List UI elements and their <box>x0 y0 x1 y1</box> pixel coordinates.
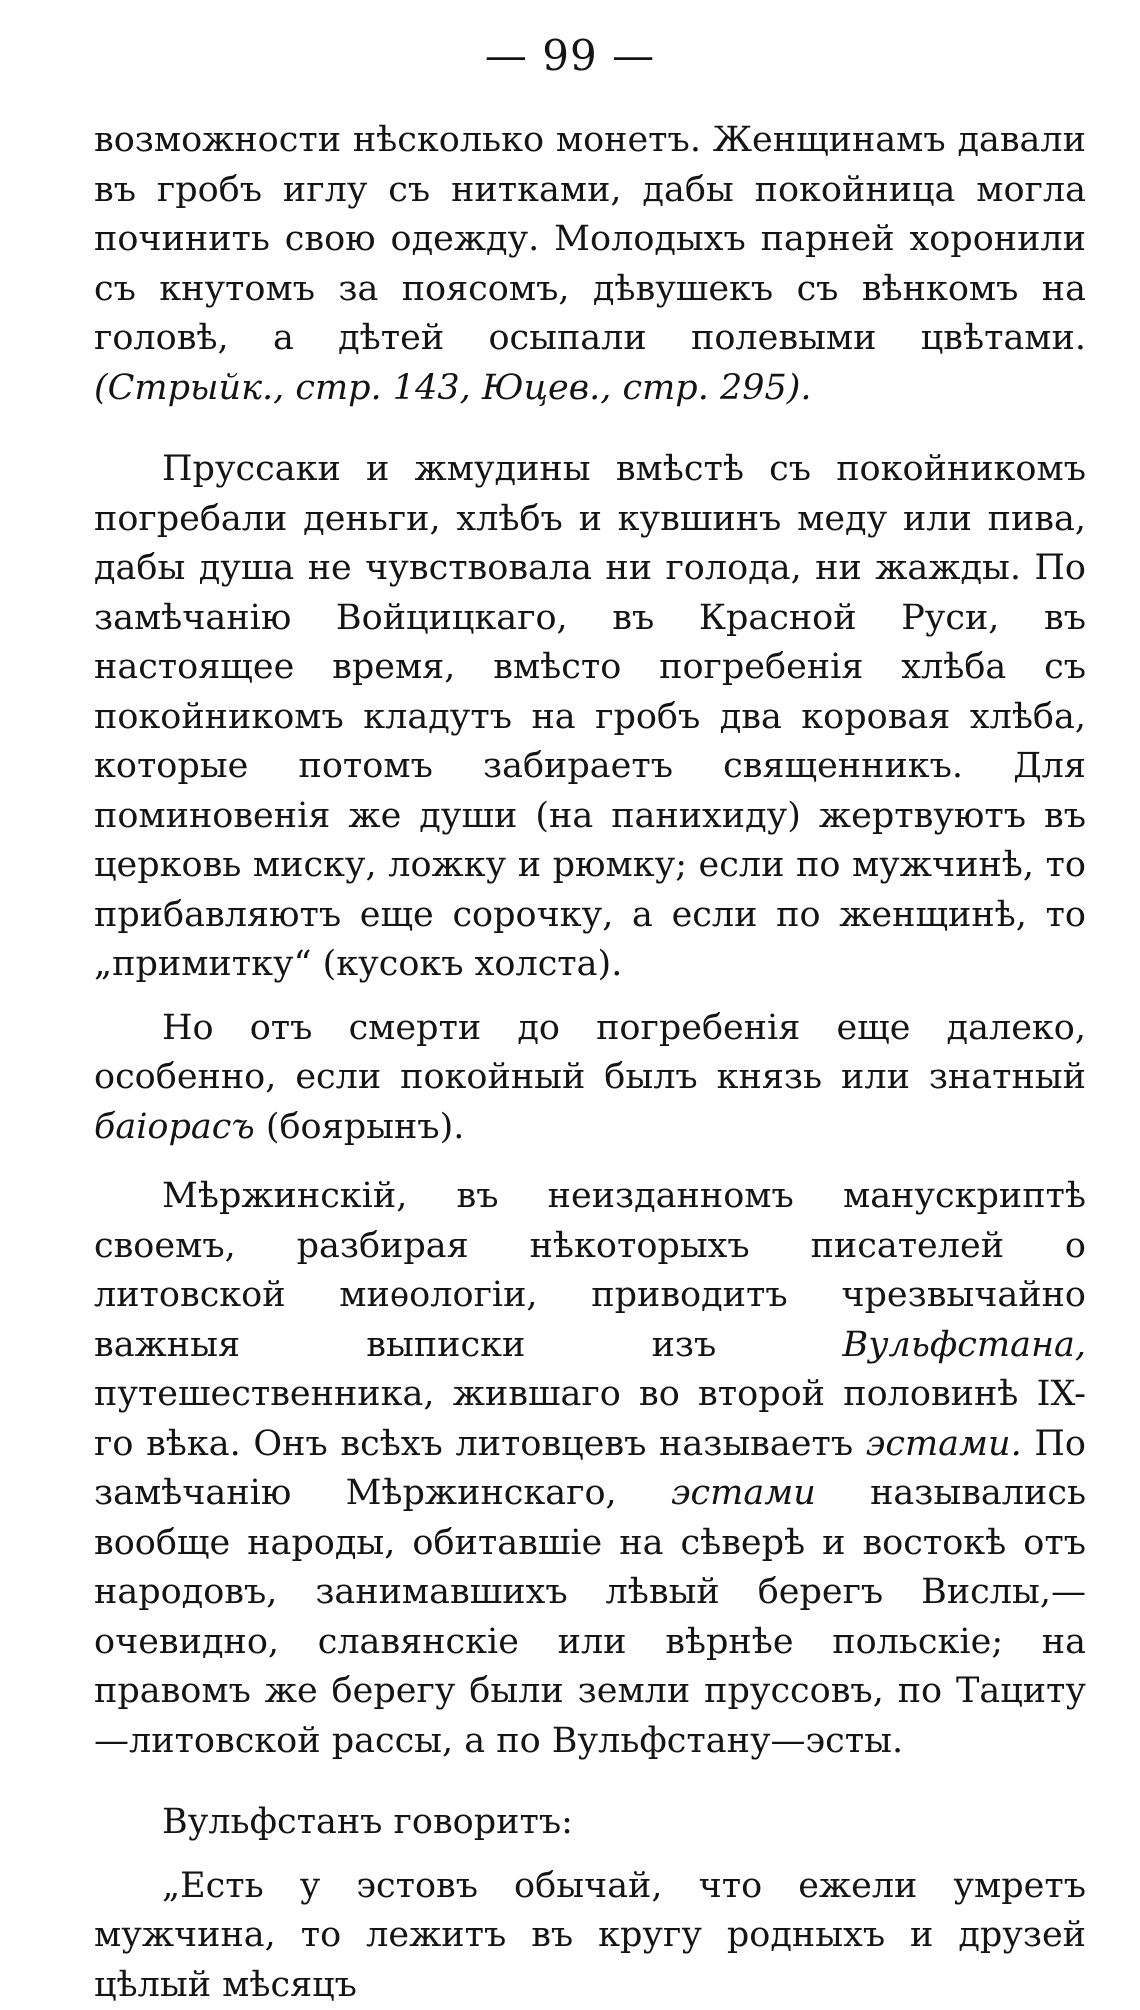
paragraph-1-citation: (Стрыйк., стр. 143, Юцев., стр. 295). <box>94 368 812 408</box>
paragraph-4-name-wulfstan: Вульфстана, <box>843 1325 1086 1365</box>
paragraph-4 <box>94 1172 1086 1766</box>
paragraph-4-term-estami-1: эстами. <box>866 1424 1022 1464</box>
paragraph-6 <box>94 1862 1086 2010</box>
paragraph-4-text-c: По замѣчанію Мѣржинскаго, <box>94 1424 1086 1514</box>
paragraph-3-text-a: Но отъ смерти до погребенія еще далеко, особенно, если покойный былъ князь или знатный <box>94 1008 1086 1098</box>
paragraph-4-text-b: путешественника, жившаго во второй половинѣ IX-го вѣка. Онъ всѣхъ литовцевъ называетъ <box>94 1374 1086 1464</box>
paragraph-2-text: Пруссаки и жмудины вмѣстѣ съ покойникомъ погребали деньги, хлѣбъ и кувшинъ меду или пива, дабы душа не чувствовала ни голода, ни жажды. По замѣчанію Войцицкаго, въ Красной Руси, въ настоящее время, вмѣсто погребенія хлѣба съ покойникомъ кладутъ на гробъ два коровая хлѣба, которые потомъ забираетъ священникъ. Для поминовенія же души (на панихиду) жертвуютъ въ церковь миску, ложку и рюмку; если по мужчинѣ, то прибавляютъ еще сорочку, а если по женщинѣ, то „примитку“ (кусокъ холста). <box>94 449 1086 984</box>
page-number: — 99 — <box>0 26 1140 86</box>
paragraph-3 <box>94 1004 1086 1153</box>
paragraph-4-text-d: назывались вообще народы, обитавшіе на сѣверѣ и востокѣ отъ народовъ, занимавшихъ лѣвый берегъ Вислы,—очевидно, славянскіе или вѣрнѣе польскіе; на правомъ же берегу были земли пруссовъ, по Тациту—литовской рассы, а по Вульфстану—эсты. <box>94 1473 1086 1761</box>
page-text <box>94 116 1086 2010</box>
paragraph-3-term-baiorasa: баіорасъ <box>94 1107 255 1147</box>
paragraph-1-text: возможности нѣсколько монетъ. Женщинамъ давали въ гробъ иглу съ нитками, дабы покойница могла починить свою одежду. Молодыхъ парней хоронили съ кнутомъ за поясомъ, дѣвушекъ съ вѣнкомъ на головѣ, а дѣтей осыпали полевыми цвѣтами. <box>94 120 1086 358</box>
paragraph-4-text-a: Мѣржинскій, въ неизданномъ манускриптѣ своемъ, разбирая нѣкоторыхъ писателей о литовской миѳологіи, приводитъ чрезвычайно важныя выписки изъ <box>94 1176 1086 1365</box>
paragraph-5-text: Вульфстанъ говоритъ: <box>162 1802 573 1842</box>
paragraph-4-term-estami-2: эстами <box>671 1473 816 1513</box>
paragraph-3-text-b: (боярынъ). <box>255 1107 465 1147</box>
paragraph-1 <box>94 116 1086 413</box>
paragraph-6-text: „Есть у эстовъ обычай, что ежели умретъ мужчина, то лежитъ въ кругу родныхъ и друзей цѣлый мѣсяцъ <box>94 1866 1086 2005</box>
paragraph-2 <box>94 445 1086 990</box>
paragraph-5 <box>94 1798 1086 1848</box>
